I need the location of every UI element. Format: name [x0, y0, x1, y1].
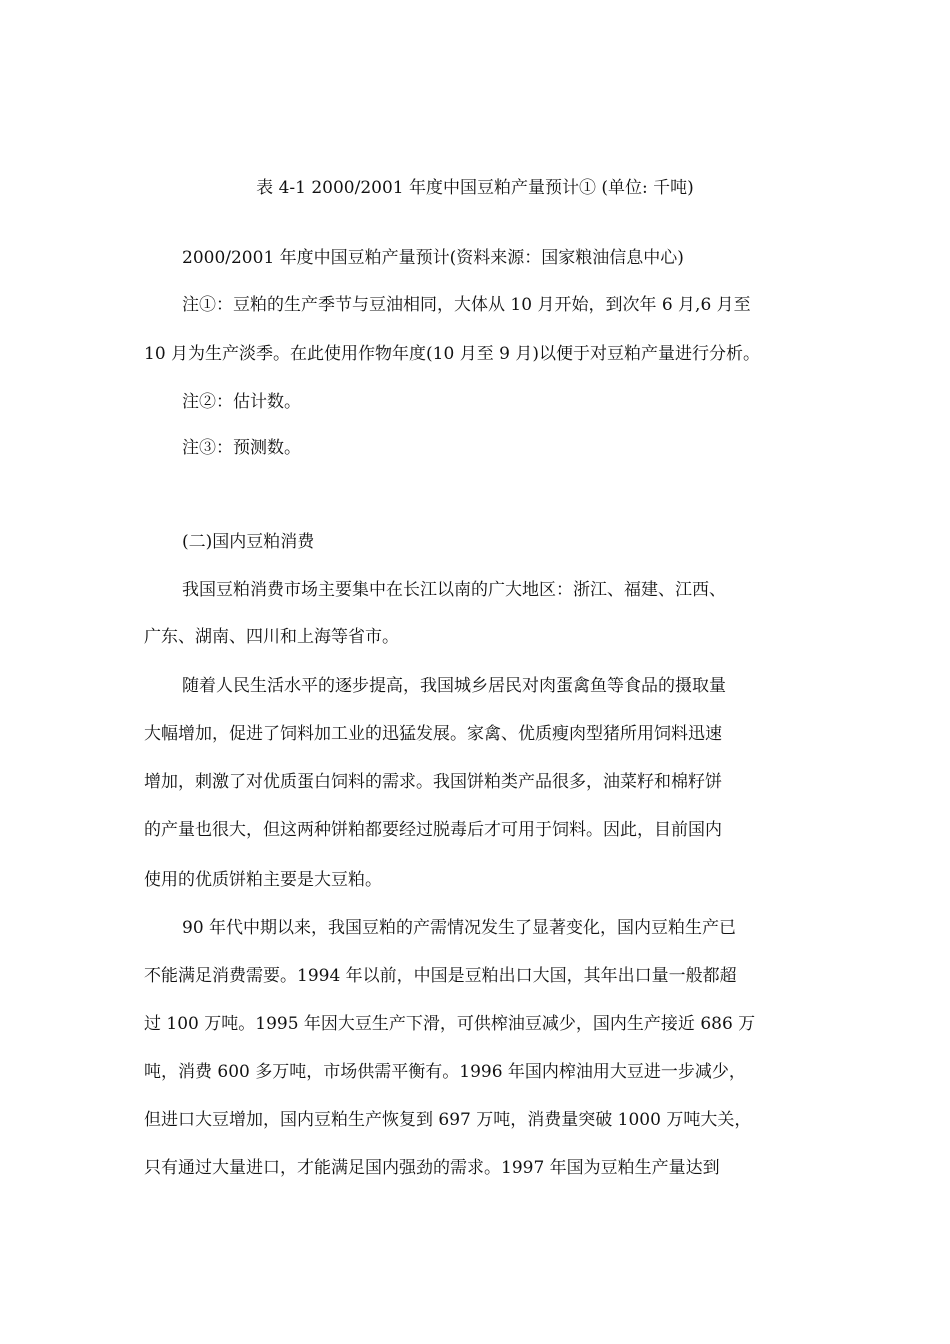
paragraph-line: 但进口大豆增加，国内豆粕生产恢复到 697 万吨，消费量突破 1000 万吨大关， [144, 1110, 752, 1130]
paragraph-line: 广东、湖南、四川和上海等省市。 [144, 627, 399, 647]
paragraph-line: 不能满足消费需要。1994 年以前，中国是豆粕出口大国，其年出口量一般都超 [144, 966, 737, 986]
paragraph-line: 大幅增加，促进了饲料加工业的迅猛发展。家禽、优质瘦肉型猪所用饲料迅速 [144, 724, 722, 744]
note-1-line-2: 10 月为生产淡季。在此使用作物年度(10 月至 9 月)以便于对豆粕产量进行分析。 [144, 344, 760, 364]
paragraph-line: 90 年代中期以来，我国豆粕的产需情况发生了显著变化，国内豆粕生产已 [182, 918, 737, 938]
paragraph-line: 我国豆粕消费市场主要集中在长江以南的广大地区：浙江、福建、江西、 [182, 580, 726, 600]
paragraph-line: 过 100 万吨。1995 年因大豆生产下滑，可供榨油豆减少，国内生产接近 686 万 [144, 1014, 756, 1034]
paragraph-line: 吨，消费 600 多万吨，市场供需平衡有。1996 年国内榨油用大豆进一步减少， [144, 1062, 746, 1082]
paragraph-line: 使用的优质饼粕主要是大豆粕。 [144, 870, 382, 890]
note-3: 注③：预测数。 [182, 438, 301, 458]
paragraph-line: 的产量也很大，但这两种饼粕都要经过脱毒后才可用于饲料。因此，目前国内 [144, 820, 722, 840]
note-1-line-1: 注①：豆粕的生产季节与豆油相同，大体从 10 月开始，到次年 6 月,6 月至 [182, 295, 751, 315]
section-heading: (二)国内豆粕消费 [182, 532, 315, 552]
table-caption: 表 4-1 2000/2001 年度中国豆粕产量预计① (单位: 千吨) [256, 178, 694, 198]
note-2: 注②：估计数。 [182, 392, 301, 412]
source-line: 2000/2001 年度中国豆粕产量预计(资料来源：国家粮油信息中心) [182, 248, 684, 268]
paragraph-line: 随着人民生活水平的逐步提高，我国城乡居民对肉蛋禽鱼等食品的摄取量 [182, 676, 726, 696]
paragraph-line: 只有通过大量进口，才能满足国内强劲的需求。1997 年国为豆粕生产量达到 [144, 1158, 720, 1178]
paragraph-line: 增加，刺激了对优质蛋白饲料的需求。我国饼粕类产品很多，油菜籽和棉籽饼 [144, 772, 722, 792]
